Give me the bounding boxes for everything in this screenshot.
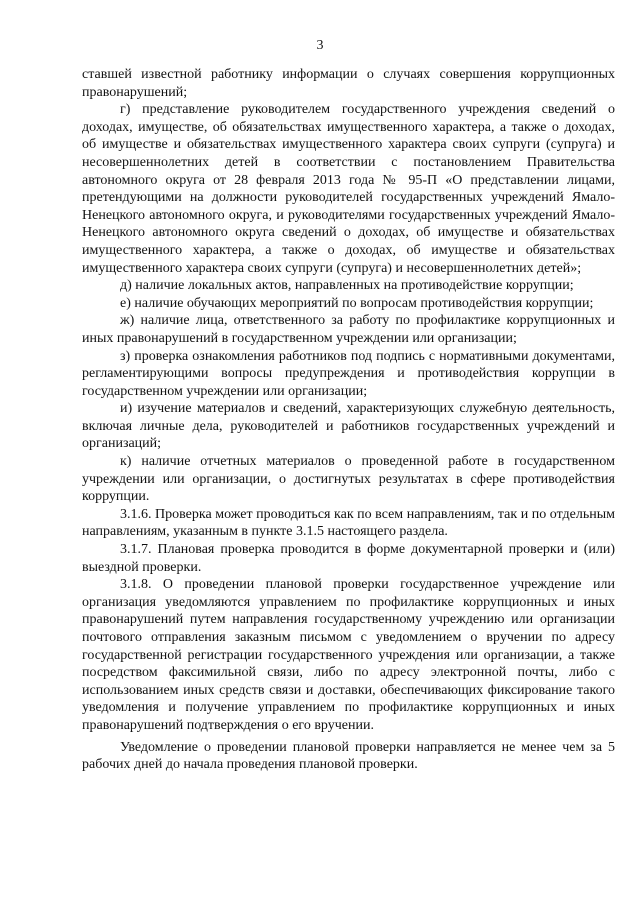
paragraph-item-g: г) представление руководителем государственного учреждения сведений о доходах, имуществе, об обязательствах имущественного характера, а также о доходах, об имуществе и обязательствах имущественного характера своих супруги (супруга) и несовершеннолетних детей в соответствии с постановлением Правительства автономного округа от 28 февраля 2013 года № 95-П «О представлении лицами, претендующими на должности руководителей государственных учреждений Ямало-Ненецкого автономного округа, и руководителями государственных учреждений Ямало-Ненецкого автономного округа сведений о доходах, об имуществе и обязательствах имущественного характера, а также о доходах, об имуществе и обязательствах имущественного характера своих супруги (супруга) и несовершеннолетних детей»;: [82, 102, 615, 276]
paragraph-item-e: е) наличие обучающих мероприятий по вопросам противодействия коррупции;: [120, 295, 594, 311]
paragraph-3-1-7: 3.1.7. Плановая проверка проводится в форме документарной проверки и (или) выездной проверки.: [82, 542, 615, 575]
paragraph-continuation: ставшей известной работнику информации о случаях совершения коррупционных правонарушений;: [82, 67, 615, 100]
paragraph-item-i: и) изучение материалов и сведений, характеризующих служебную деятельность, включая личные дела, руководителей и работников государственных учреждений и организаций;: [82, 401, 615, 452]
paragraph-item-k: к) наличие отчетных материалов о проведенной работе в государственном учреждении или организации, о достигнутых результатах в сфере противодействия коррупции.: [82, 454, 615, 505]
paragraph-item-z: з) проверка ознакомления работников под подпись с нормативными документами, регламентирующими вопросы предупреждения и противодействия коррупции в государственном учреждении или организации;: [82, 348, 615, 399]
paragraph-item-d: д) наличие локальных актов, направленных на противодействие коррупции;: [120, 278, 574, 294]
page-number: 3: [316, 38, 324, 53]
document-body: [82, 66, 615, 774]
paragraph-3-1-8: 3.1.8. О проведении плановой проверки государственное учреждение или организация уведомляются управлением по профилактике коррупционных и иных правонарушений путем направления государственному учреждению или организации почтового отправления заказным письмом с уведомлением о вручении по адресу государственной регистрации государственного учреждения или организации, а также посредством факсимильной связи, либо по адресу электронной почты, либо с использованием иных средств связи и доставки, обеспечивающих фиксирование такого уведомления и получение управлением по профилактике коррупционных и иных правонарушений подтверждения о его вручении.: [82, 577, 615, 733]
paragraph-item-zh: ж) наличие лица, ответственного за работу по профилактике коррупционных и иных правонарушений в государственном учреждении или организации;: [82, 313, 615, 346]
paragraph-notification: Уведомление о проведении плановой проверки направляется не менее чем за 5 рабочих дней до начала проведения плановой проверки.: [82, 739, 615, 773]
paragraph-3-1-6: 3.1.6. Проверка может проводиться как по всем направлениям, так и по отдельным направлениям, указанным в пункте 3.1.5 настоящего раздела.: [82, 506, 615, 540]
